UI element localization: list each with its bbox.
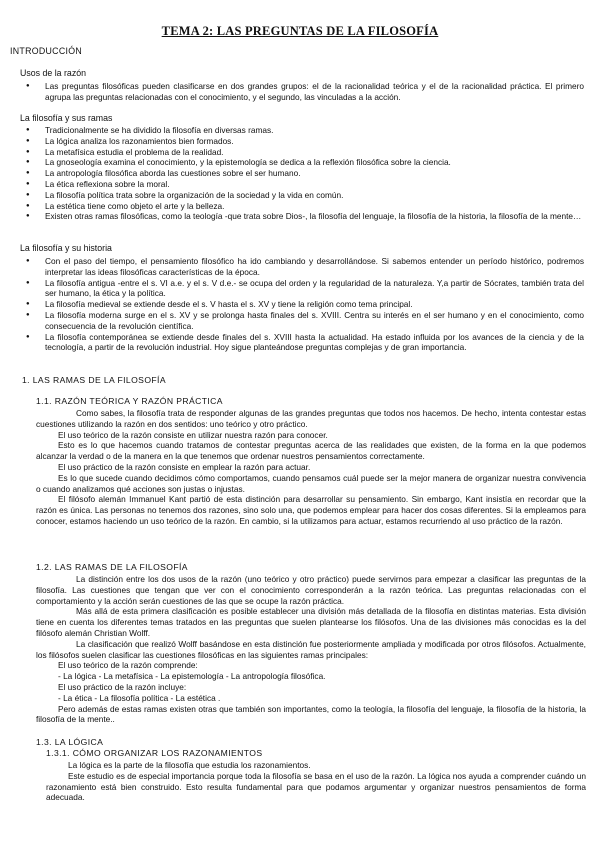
paragraph: El uso teórico de la razón comprende: [58,660,198,671]
list-item: ● La filosofía política trata sobre la organización de la sociedad y la vida en común. [22,190,584,201]
section-1-3-1-heading: 1.3.1. CÓMO ORGANIZAR LOS RAZONAMIENTOS [46,748,263,758]
historia-heading: La filosofía y su historia [20,243,112,253]
section-1-1-heading: 1.1. RAZÓN TEÓRICA Y RAZÓN PRÁCTICA [36,396,223,406]
paragraph: Este estudio es de especial importancia porque toda la filosofía se basa en el uso de la razón. La lógica nos ayuda a comprender cuándo un razonamiento está bien construido. Esto resulta fundamental para que podamos argumentar y organizar nuestros pensamientos de forma adecuada. [46,770,586,803]
paragraph: La distinción entre los dos usos de la razón (uno teórico y otro práctico) puede servirnos para empezar a clasificar las preguntas de la filosofía. Las cuestiones que tengan que ver con el conocimiento corresponderán a la razón teórica. Las preguntas relacionadas con el comportamiento y la acción serán cuestiones de las que se ocupe la razón práctica. [36,574,586,606]
list-item: ● La gnoseología examina el conocimiento, y la epistemología se dedica a la reflexión filosófica sobre la ciencia. [22,157,584,168]
paragraph: El uso teórico de la razón consiste en utilizar nuestra razón para conocer. [58,429,328,440]
paragraph: Como sabes, la filosofía trata de responder algunas de las grandes preguntas que todos nos hacemos. De hecho, intenta contestar estas cuestiones utilizando la razón en dos sentidos: uno teórico y otro práctico. [36,408,586,429]
paragraph: Es lo que sucede cuando decidimos cómo comportamos, cuando pensamos cuál puede ser la mejor manera de organizar nuestra convivencia o cuando analizamos qué acciones son justas o injustas. [36,472,586,494]
list-item: ● La metafísica estudia el problema de la realidad. [22,147,584,158]
list-item: ● La filosofía contemporánea se extiende desde finales del s. XVIII hasta la actualidad. Ha estado influida por los avances de la ciencia y de la tecnología, a partir de la revolución industrial. Hoy sigue planteándose preguntas complejas y de gran importancia. [22,332,584,354]
list-item: ● La filosofía antigua -entre el s. VI a.e. y el s. V d.e.- se ocupa del orden y la regularidad de la naturaleza. Y,a partir de Sócrates, también trata del ser humano, la ética y la política. [22,278,584,300]
list-item: ● Las preguntas filosóficas pueden clasificarse en dos grandes grupos: el de la racionalidad teórica y el de la racionalidad práctica. El primero agrupa las preguntas relacionadas con el conocimiento, y el segundo, las vinculadas a la acción. [22,81,584,103]
paragraph: La lógica es la parte de la filosofía que estudia los razonamientos. [68,760,311,770]
intro-heading: INTRODUCCIÓN [10,46,83,56]
section-1-2-body [36,574,586,725]
paragraph: El uso práctico de la razón consiste en emplear la razón para actuar. [58,461,311,472]
usos-list [22,81,584,103]
paragraph: El uso práctico de la razón incluye: [58,681,187,692]
section-1-2-heading: 1.2. LAS RAMAS DE LA FILOSOFÍA [36,562,188,572]
list-item: ● La filosofía medieval se extiende desde el s. V hasta el s. XV y tiene la religión como tema principal. [22,299,584,310]
section-1-3-1-body [46,760,586,803]
historia-list [22,256,584,353]
section-1-heading: 1. LAS RAMAS DE LA FILOSOFÍA [22,375,166,385]
list-item: ● La antropología filosófica aborda las cuestiones sobre el ser humano. [22,168,584,179]
paragraph: La clasificación que realizó Wolff basándose en esta distinción fue posteriormente ampliada y modificada por otros filósofos. Actualmente, los filósofos suelen clasificar las cuestiones filosóficas en las siguientes ramas principales: [36,638,586,660]
section-1-1-body [36,408,586,527]
list-item: ● Existen otras ramas filosóficas, como la teología -que trata sobre Dios-, la filosofía del lenguaje, la filosofía de la historia, la filosofía de la mente… [22,211,584,222]
paragraph: - La ética - La filosofía política - La estética . [58,692,221,703]
ramas-heading: La filosofía y sus ramas [20,113,113,123]
paragraph: - La lógica - La metafísica - La epistemología - La antropología filosófica. [58,671,326,682]
paragraph: El filósofo alemán Immanuel Kant partió de esta distinción para desarrollar su pensamiento. Sin embargo, Kant insistía en recordar que la razón es única. Las personas no tenemos dos razones, sino solo una, que podemos emplear para hacer dos cosas diferentes. Si la empleamos para conocer, estamos haciendo un uso teórico de la razón. En cambio, si la utilizamos para actuar, estamos recurriendo al uso práctico de la razón. [36,494,586,526]
list-item: ● La lógica analiza los razonamientos bien formados. [22,136,584,147]
list-item: ● Con el paso del tiempo, el pensamiento filosófico ha ido cambiando y desarrollándose. Si sabemos entender un período histórico, podremos interpretar las ideas filosóficas características de la época. [22,256,584,278]
document-title: TEMA 2: LAS PREGUNTAS DE LA FILOSOFÍA [161,24,439,38]
list-item: ● La ética reflexiona sobre la moral. [22,179,584,190]
list-item: ● Tradicionalmente se ha dividido la filosofía en diversas ramas. [22,125,584,136]
list-item: ● La estética tiene como objeto el arte y la belleza. [22,201,584,212]
ramas-list [22,125,584,222]
paragraph: Pero además de estas ramas existen otras que también son importantes, como la teología, la filosofía del lenguaje, la filosofía de la historia, la filosofía de la mente.. [36,703,586,725]
usos-heading: Usos de la razón [20,68,87,78]
list-item: ● La filosofía moderna surge en el s. XV y se prolonga hasta finales del s. XVIII. Centra su interés en el ser humano y en el conocimiento, como consecuencia de la revolución científica. [22,310,584,332]
section-1-3-heading: 1.3. LA LÓGICA [36,737,104,747]
paragraph: Esto es lo que hacemos cuando tratamos de contestar preguntas acerca de las realidades que existen, de la forma en la que podemos alcanzar la verdad o de la manera en la que tenemos que ordenar nuestros pensamientos correctamente. [36,440,586,462]
paragraph: Más allá de esta primera clasificación es posible establecer una división más detallada de la filosofía en distintas materias. Esta división tiene en cuenta los diferentes temas tratados en las preguntas que suelen plantearse los filósofos. Una de las divisiones más conocidas es la del filósofo alemán Christian Wolff. [36,606,586,638]
